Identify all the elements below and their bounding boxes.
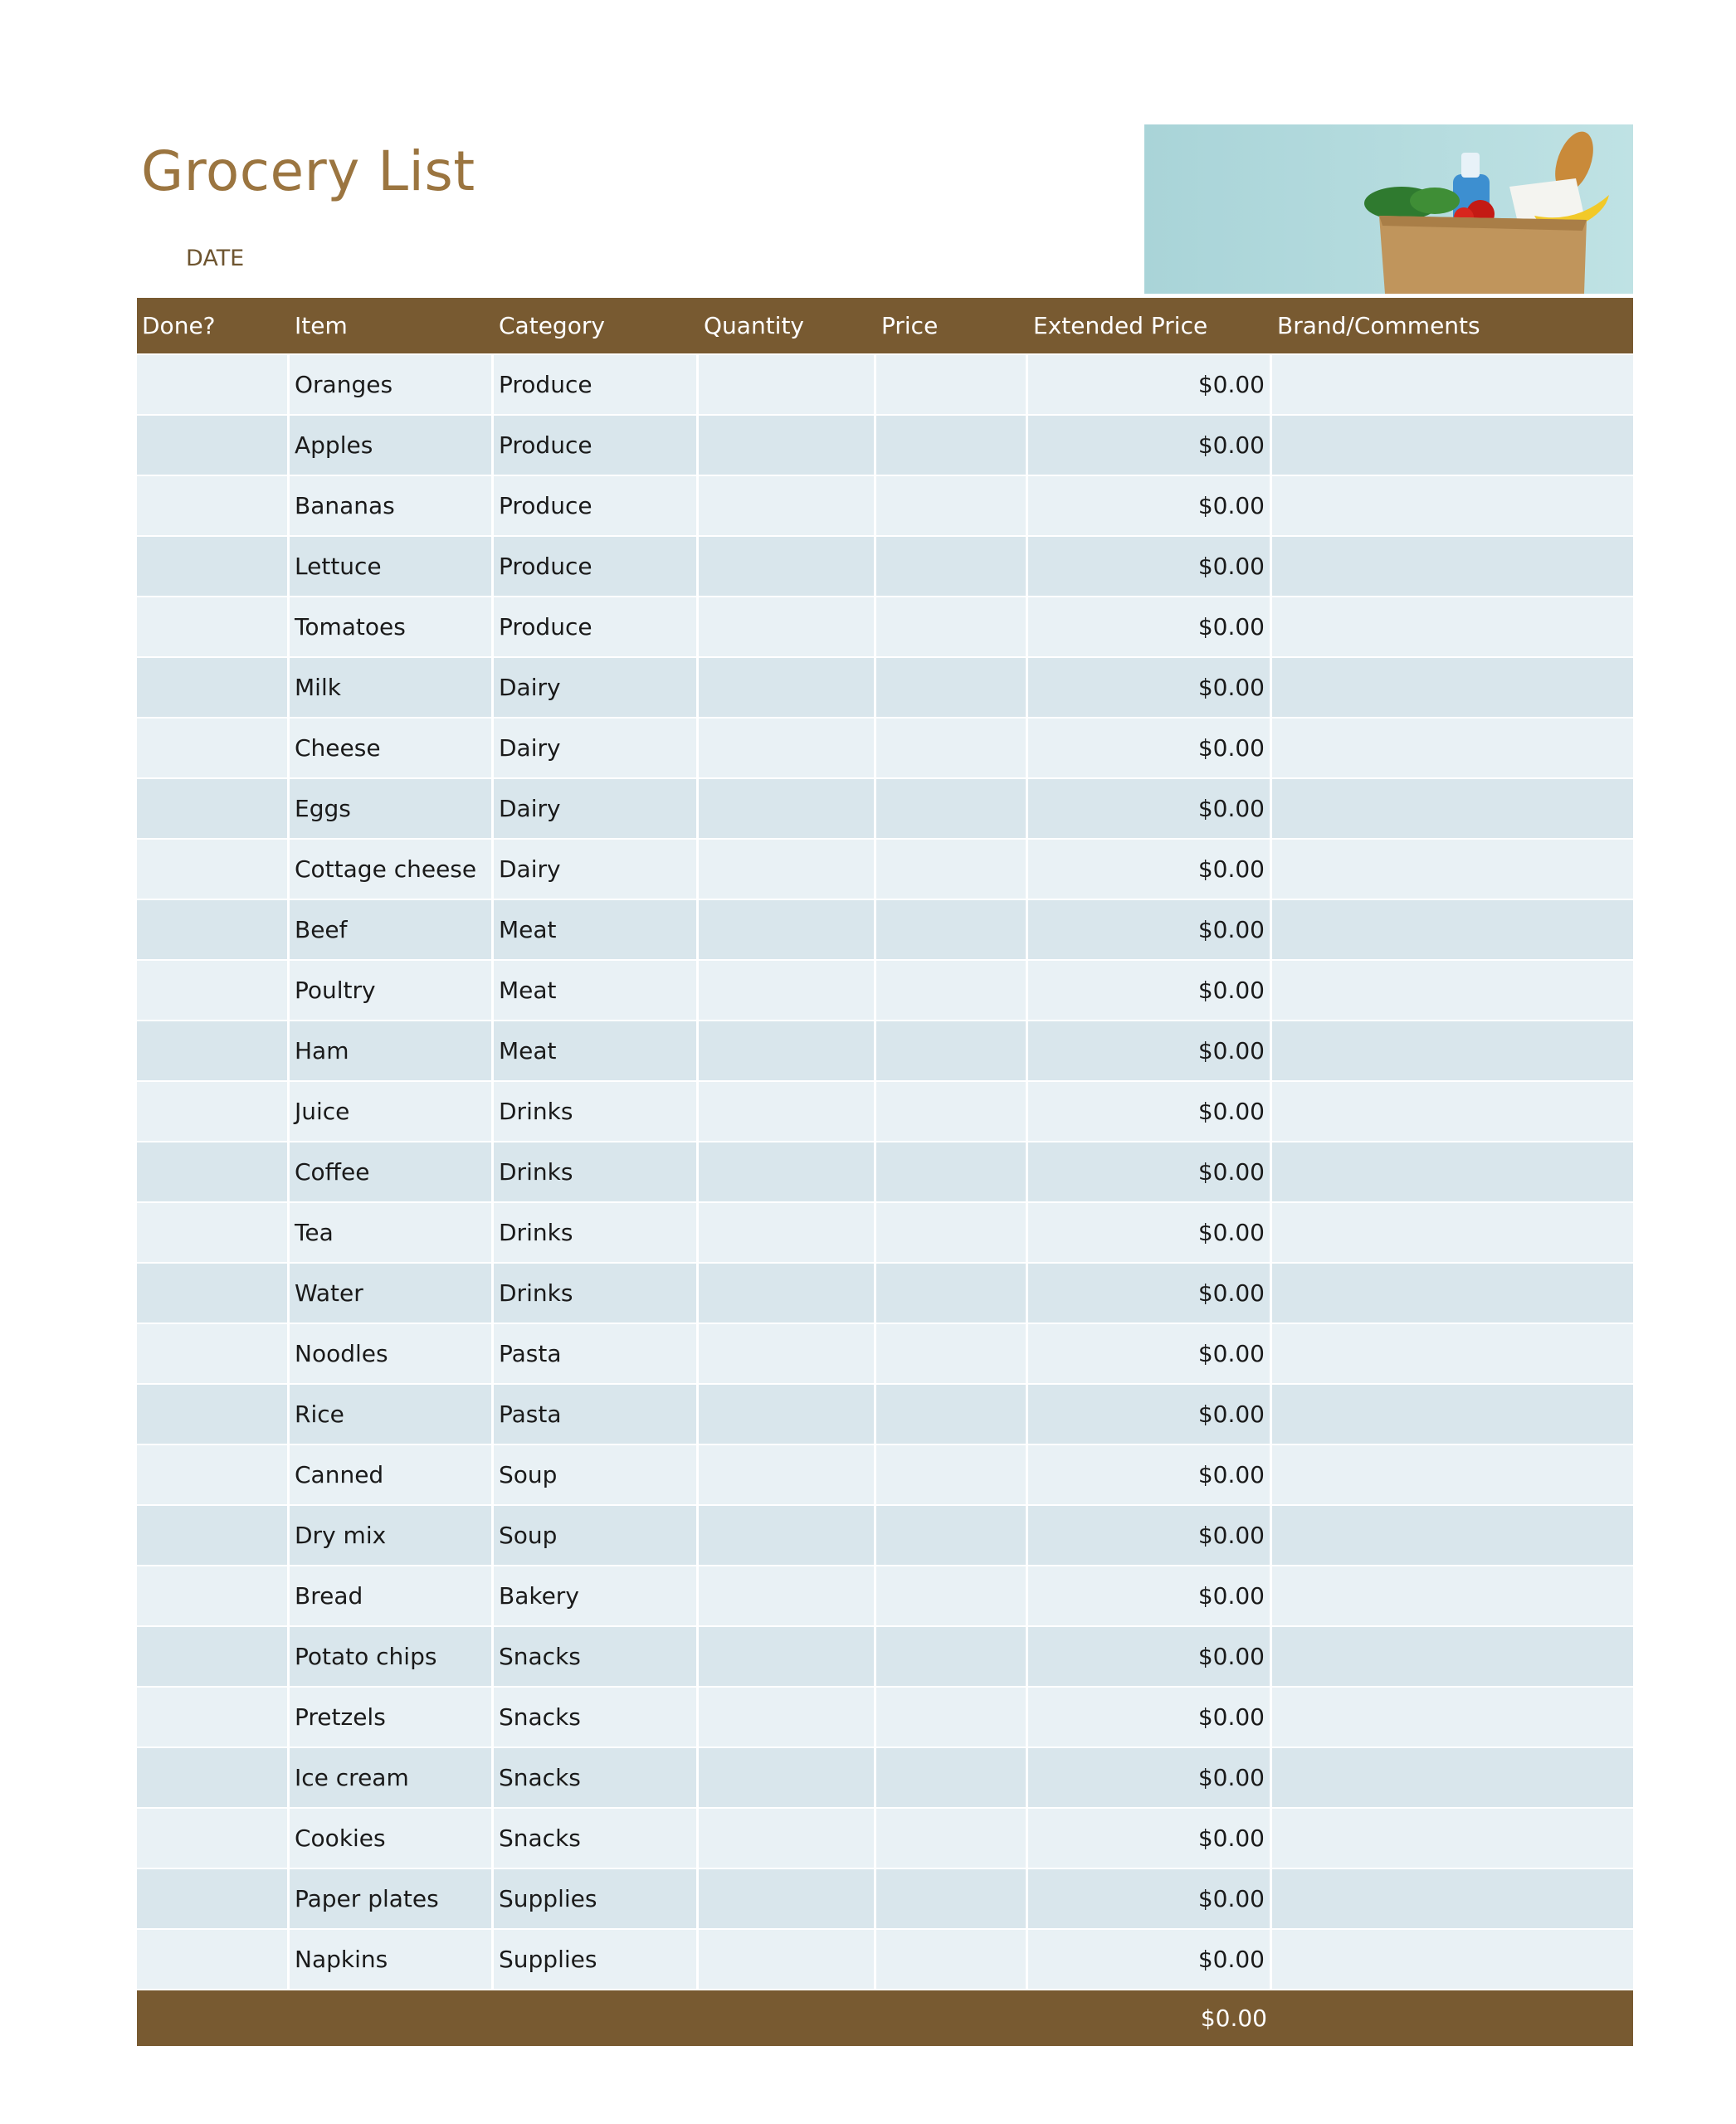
quantity-cell[interactable] xyxy=(699,900,876,959)
price-cell[interactable] xyxy=(876,1324,1028,1383)
extended-price-cell: $0.00 xyxy=(1028,1385,1272,1444)
table-row xyxy=(137,1141,1633,1201)
quantity-cell[interactable] xyxy=(699,1506,876,1565)
table-row xyxy=(137,1504,1633,1565)
extended-price-cell: $0.00 xyxy=(1028,900,1272,959)
category-cell[interactable]: Soup xyxy=(494,1445,699,1504)
item-cell[interactable]: Tea xyxy=(290,1203,494,1262)
quantity-cell[interactable] xyxy=(699,1445,876,1504)
done-cell[interactable] xyxy=(137,1930,290,1989)
category-cell[interactable]: Supplies xyxy=(494,1869,699,1928)
table-row xyxy=(137,1746,1633,1807)
item-cell[interactable]: Tomatoes xyxy=(290,597,494,656)
item-cell[interactable]: Paper plates xyxy=(290,1869,494,1928)
quantity-cell[interactable] xyxy=(699,1869,876,1928)
category-cell[interactable]: Produce xyxy=(494,476,699,535)
price-cell[interactable] xyxy=(876,1264,1028,1323)
header-extended-price[interactable]: Extended Price xyxy=(1033,312,1208,339)
item-cell[interactable]: Cheese xyxy=(290,719,494,777)
total-extended-price: $0.00 xyxy=(1200,2005,1267,2032)
header-price[interactable]: Price xyxy=(881,312,939,339)
extended-price-cell: $0.00 xyxy=(1028,961,1272,1020)
done-cell[interactable] xyxy=(137,1385,290,1444)
category-cell[interactable]: Produce xyxy=(494,416,699,475)
category-cell[interactable]: Bakery xyxy=(494,1566,699,1625)
quantity-cell[interactable] xyxy=(699,597,876,656)
price-cell[interactable] xyxy=(876,658,1028,717)
price-cell[interactable] xyxy=(876,355,1028,414)
table-row xyxy=(137,1625,1633,1686)
quantity-cell[interactable] xyxy=(699,779,876,838)
table-row xyxy=(137,1020,1633,1080)
extended-price-cell: $0.00 xyxy=(1028,537,1272,596)
price-cell[interactable] xyxy=(876,961,1028,1020)
table-header xyxy=(137,298,1633,353)
extended-price-cell: $0.00 xyxy=(1028,1627,1272,1686)
item-cell[interactable]: Canned xyxy=(290,1445,494,1504)
price-cell[interactable] xyxy=(876,1142,1028,1201)
price-cell[interactable] xyxy=(876,900,1028,959)
price-cell[interactable] xyxy=(876,1385,1028,1444)
category-cell[interactable]: Pasta xyxy=(494,1324,699,1383)
category-cell[interactable]: Meat xyxy=(494,1021,699,1080)
total-spacer xyxy=(699,1990,876,2046)
table-row xyxy=(137,1262,1633,1323)
item-cell[interactable]: Eggs xyxy=(290,779,494,838)
category-cell[interactable]: Drinks xyxy=(494,1203,699,1262)
done-cell[interactable] xyxy=(137,1506,290,1565)
price-cell[interactable] xyxy=(876,1869,1028,1928)
done-cell[interactable] xyxy=(137,840,290,899)
item-cell[interactable]: Coffee xyxy=(290,1142,494,1201)
quantity-cell[interactable] xyxy=(699,961,876,1020)
brand-comments-cell[interactable] xyxy=(1272,1203,1633,1262)
brand-comments-cell[interactable] xyxy=(1272,1809,1633,1868)
extended-price-cell: $0.00 xyxy=(1028,719,1272,777)
extended-price-cell: $0.00 xyxy=(1028,1021,1272,1080)
price-cell[interactable] xyxy=(876,476,1028,535)
table-row xyxy=(137,353,1633,414)
price-cell[interactable] xyxy=(876,779,1028,838)
done-cell[interactable] xyxy=(137,1142,290,1201)
table-row xyxy=(137,1201,1633,1262)
extended-price-cell: $0.00 xyxy=(1028,840,1272,899)
header-category[interactable]: Category xyxy=(499,312,605,339)
brand-comments-cell[interactable] xyxy=(1272,961,1633,1020)
extended-price-cell: $0.00 xyxy=(1028,1264,1272,1323)
brand-comments-cell[interactable] xyxy=(1272,840,1633,899)
done-cell[interactable] xyxy=(137,779,290,838)
done-cell[interactable] xyxy=(137,416,290,475)
extended-price-cell: $0.00 xyxy=(1028,476,1272,535)
extended-price-cell: $0.00 xyxy=(1028,416,1272,475)
extended-price-cell: $0.00 xyxy=(1028,1203,1272,1262)
table-row xyxy=(137,1868,1633,1928)
done-cell[interactable] xyxy=(137,1748,290,1807)
item-cell[interactable]: Apples xyxy=(290,416,494,475)
price-cell[interactable] xyxy=(876,719,1028,777)
item-cell[interactable]: Poultry xyxy=(290,961,494,1020)
price-cell[interactable] xyxy=(876,840,1028,899)
quantity-cell[interactable] xyxy=(699,1809,876,1868)
category-cell[interactable]: Supplies xyxy=(494,1930,699,1989)
done-cell[interactable] xyxy=(137,1566,290,1625)
item-cell[interactable]: Juice xyxy=(290,1082,494,1141)
price-cell[interactable] xyxy=(876,1748,1028,1807)
extended-price-cell: $0.00 xyxy=(1028,658,1272,717)
table-row xyxy=(137,1080,1633,1141)
table-row xyxy=(137,959,1633,1020)
price-cell[interactable] xyxy=(876,1203,1028,1262)
total-spacer xyxy=(1272,1990,1633,2046)
quantity-cell[interactable] xyxy=(699,1385,876,1444)
date-label: DATE xyxy=(186,246,245,271)
quantity-cell[interactable] xyxy=(699,658,876,717)
extended-price-cell: $0.00 xyxy=(1028,1142,1272,1201)
quantity-cell[interactable] xyxy=(699,355,876,414)
price-cell[interactable] xyxy=(876,597,1028,656)
quantity-cell[interactable] xyxy=(699,416,876,475)
item-cell[interactable]: Lettuce xyxy=(290,537,494,596)
table-row xyxy=(137,1565,1633,1625)
price-cell[interactable] xyxy=(876,1082,1028,1141)
item-cell[interactable]: Bananas xyxy=(290,476,494,535)
price-cell[interactable] xyxy=(876,537,1028,596)
price-cell[interactable] xyxy=(876,1688,1028,1746)
total-spacer xyxy=(290,1990,494,2046)
total-spacer xyxy=(876,1990,1028,2046)
category-cell[interactable]: Snacks xyxy=(494,1809,699,1868)
category-cell[interactable]: Meat xyxy=(494,961,699,1020)
category-cell[interactable]: Snacks xyxy=(494,1688,699,1746)
item-cell[interactable]: Napkins xyxy=(290,1930,494,1989)
price-cell[interactable] xyxy=(876,1445,1028,1504)
table-row xyxy=(137,777,1633,838)
brand-comments-cell[interactable] xyxy=(1272,1627,1633,1686)
done-cell[interactable] xyxy=(137,597,290,656)
page-title: Grocery List xyxy=(141,139,475,203)
item-cell[interactable]: Pretzels xyxy=(290,1688,494,1746)
item-cell[interactable]: Oranges xyxy=(290,355,494,414)
done-cell[interactable] xyxy=(137,537,290,596)
grocery-table xyxy=(137,298,1633,2046)
table-row xyxy=(137,475,1633,535)
header-brand-comments[interactable]: Brand/Comments xyxy=(1277,312,1480,339)
item-cell[interactable]: Bread xyxy=(290,1566,494,1625)
item-cell[interactable]: Cottage cheese xyxy=(290,840,494,899)
extended-price-cell: $0.00 xyxy=(1028,1688,1272,1746)
done-cell[interactable] xyxy=(137,1445,290,1504)
category-cell[interactable]: Drinks xyxy=(494,1142,699,1201)
category-cell[interactable]: Snacks xyxy=(494,1748,699,1807)
brand-comments-cell[interactable] xyxy=(1272,1869,1633,1928)
quantity-cell[interactable] xyxy=(699,1627,876,1686)
quantity-cell[interactable] xyxy=(699,1748,876,1807)
quantity-cell[interactable] xyxy=(699,1688,876,1746)
quantity-cell[interactable] xyxy=(699,476,876,535)
category-cell[interactable]: Drinks xyxy=(494,1082,699,1141)
extended-price-cell: $0.00 xyxy=(1028,1445,1272,1504)
quantity-cell[interactable] xyxy=(699,719,876,777)
table-row xyxy=(137,596,1633,656)
extended-price-cell: $0.00 xyxy=(1028,1566,1272,1625)
brand-comments-cell[interactable] xyxy=(1272,1082,1633,1141)
brand-comments-cell[interactable] xyxy=(1272,597,1633,656)
total-spacer xyxy=(494,1990,699,2046)
quantity-cell[interactable] xyxy=(699,840,876,899)
brand-comments-cell[interactable] xyxy=(1272,1566,1633,1625)
done-cell[interactable] xyxy=(137,719,290,777)
brand-comments-cell[interactable] xyxy=(1272,779,1633,838)
category-cell[interactable]: Produce xyxy=(494,597,699,656)
done-cell[interactable] xyxy=(137,900,290,959)
item-cell[interactable]: Rice xyxy=(290,1385,494,1444)
brand-comments-cell[interactable] xyxy=(1272,1142,1633,1201)
table-row xyxy=(137,1383,1633,1444)
table-row xyxy=(137,1444,1633,1504)
table-row xyxy=(137,1807,1633,1868)
done-cell[interactable] xyxy=(137,1264,290,1323)
brand-comments-cell[interactable] xyxy=(1272,355,1633,414)
done-cell[interactable] xyxy=(137,1869,290,1928)
brand-comments-cell[interactable] xyxy=(1272,1021,1633,1080)
table-row xyxy=(137,535,1633,596)
table-row xyxy=(137,717,1633,777)
brand-comments-cell[interactable] xyxy=(1272,537,1633,596)
done-cell[interactable] xyxy=(137,476,290,535)
grocery-bag-photo xyxy=(1144,124,1633,294)
table-row xyxy=(137,1928,1633,1989)
brand-comments-cell[interactable] xyxy=(1272,1324,1633,1383)
brand-comments-cell[interactable] xyxy=(1272,1385,1633,1444)
brand-comments-cell[interactable] xyxy=(1272,1264,1633,1323)
extended-price-cell: $0.00 xyxy=(1028,1082,1272,1141)
category-cell[interactable]: Produce xyxy=(494,537,699,596)
total-spacer xyxy=(137,1990,290,2046)
extended-price-cell: $0.00 xyxy=(1028,779,1272,838)
extended-price-cell: $0.00 xyxy=(1028,1869,1272,1928)
done-cell[interactable] xyxy=(137,1203,290,1262)
price-cell[interactable] xyxy=(876,1627,1028,1686)
quantity-cell[interactable] xyxy=(699,1203,876,1262)
item-cell[interactable]: Dry mix xyxy=(290,1506,494,1565)
brand-comments-cell[interactable] xyxy=(1272,1445,1633,1504)
item-cell[interactable]: Ice cream xyxy=(290,1748,494,1807)
done-cell[interactable] xyxy=(137,355,290,414)
done-cell[interactable] xyxy=(137,1082,290,1141)
price-cell[interactable] xyxy=(876,1809,1028,1868)
brand-comments-cell[interactable] xyxy=(1272,476,1633,535)
brand-comments-cell[interactable] xyxy=(1272,719,1633,777)
header-item[interactable]: Item xyxy=(295,312,348,339)
extended-price-cell: $0.00 xyxy=(1028,1324,1272,1383)
quantity-cell[interactable] xyxy=(699,1930,876,1989)
done-cell[interactable] xyxy=(137,1627,290,1686)
quantity-cell[interactable] xyxy=(699,1082,876,1141)
brand-comments-cell[interactable] xyxy=(1272,658,1633,717)
brand-comments-cell[interactable] xyxy=(1272,1930,1633,1989)
price-cell[interactable] xyxy=(876,1930,1028,1989)
quantity-cell[interactable] xyxy=(699,1021,876,1080)
table-row xyxy=(137,656,1633,717)
table-total-row xyxy=(137,1990,1633,2046)
item-cell[interactable]: Noodles xyxy=(290,1324,494,1383)
price-cell[interactable] xyxy=(876,416,1028,475)
table-row xyxy=(137,838,1633,899)
category-cell[interactable]: Snacks xyxy=(494,1627,699,1686)
table-row xyxy=(137,899,1633,959)
table-row xyxy=(137,414,1633,475)
brand-comments-cell[interactable] xyxy=(1272,416,1633,475)
category-cell[interactable]: Dairy xyxy=(494,779,699,838)
done-cell[interactable] xyxy=(137,1688,290,1746)
extended-price-cell: $0.00 xyxy=(1028,1930,1272,1989)
table-body xyxy=(137,353,1633,1989)
category-cell[interactable]: Soup xyxy=(494,1506,699,1565)
item-cell[interactable]: Potato chips xyxy=(290,1627,494,1686)
header-done[interactable]: Done? xyxy=(142,312,216,339)
quantity-cell[interactable] xyxy=(699,537,876,596)
item-cell[interactable]: Cookies xyxy=(290,1809,494,1868)
brand-comments-cell[interactable] xyxy=(1272,1506,1633,1565)
category-cell[interactable]: Dairy xyxy=(494,840,699,899)
done-cell[interactable] xyxy=(137,1021,290,1080)
extended-price-cell: $0.00 xyxy=(1028,1506,1272,1565)
quantity-cell[interactable] xyxy=(699,1566,876,1625)
quantity-cell[interactable] xyxy=(699,1142,876,1201)
quantity-cell[interactable] xyxy=(699,1324,876,1383)
extended-price-cell: $0.00 xyxy=(1028,597,1272,656)
extended-price-cell: $0.00 xyxy=(1028,1809,1272,1868)
header-quantity[interactable]: Quantity xyxy=(704,312,804,339)
category-cell[interactable]: Dairy xyxy=(494,658,699,717)
item-cell[interactable]: Beef xyxy=(290,900,494,959)
done-cell[interactable] xyxy=(137,1324,290,1383)
item-cell[interactable]: Ham xyxy=(290,1021,494,1080)
table-row xyxy=(137,1323,1633,1383)
done-cell[interactable] xyxy=(137,961,290,1020)
done-cell[interactable] xyxy=(137,1809,290,1868)
table-row xyxy=(137,1686,1633,1746)
category-cell[interactable]: Produce xyxy=(494,355,699,414)
brand-comments-cell[interactable] xyxy=(1272,900,1633,959)
category-cell[interactable]: Drinks xyxy=(494,1264,699,1323)
category-cell[interactable]: Meat xyxy=(494,900,699,959)
price-cell[interactable] xyxy=(876,1506,1028,1565)
brand-comments-cell[interactable] xyxy=(1272,1748,1633,1807)
quantity-cell[interactable] xyxy=(699,1264,876,1323)
category-cell[interactable]: Dairy xyxy=(494,719,699,777)
price-cell[interactable] xyxy=(876,1021,1028,1080)
price-cell[interactable] xyxy=(876,1566,1028,1625)
item-cell[interactable]: Milk xyxy=(290,658,494,717)
category-cell[interactable]: Pasta xyxy=(494,1385,699,1444)
extended-price-cell: $0.00 xyxy=(1028,1748,1272,1807)
done-cell[interactable] xyxy=(137,658,290,717)
brand-comments-cell[interactable] xyxy=(1272,1688,1633,1746)
extended-price-cell: $0.00 xyxy=(1028,355,1272,414)
item-cell[interactable]: Water xyxy=(290,1264,494,1323)
